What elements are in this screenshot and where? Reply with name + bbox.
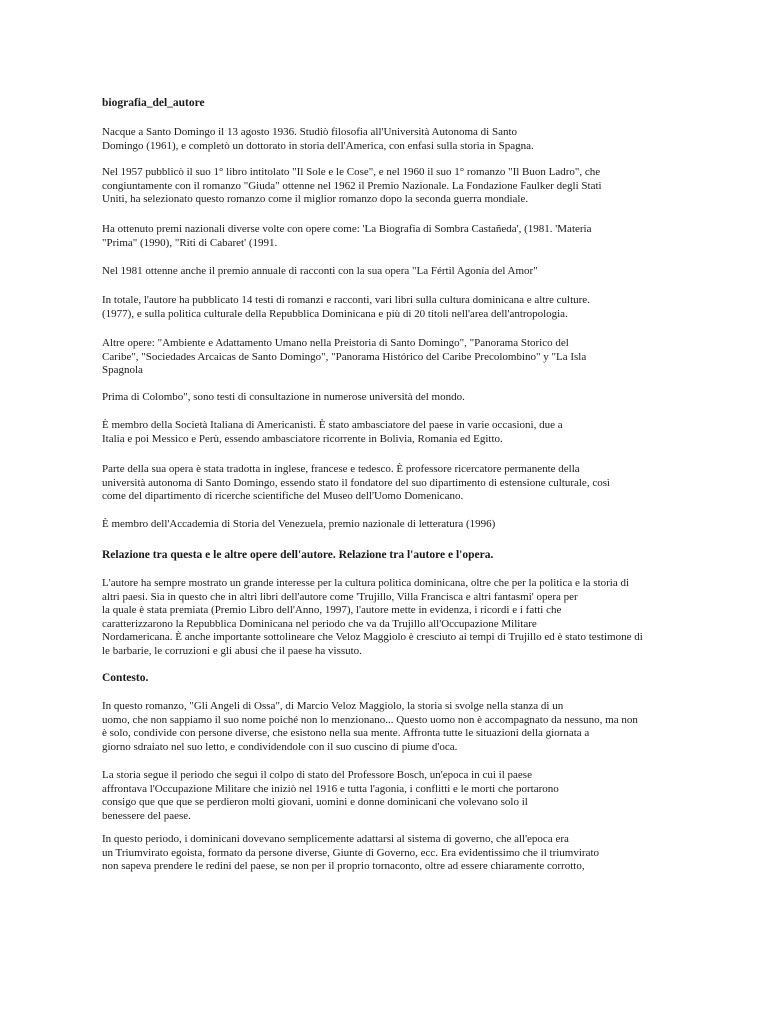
text-line: è solo, condivide con persone diverse, che esistono nella sua mente. Affronta tutte le situazioni della giornata a [102,727,590,740]
text-line: università autonoma di Santo Domingo, essendo stato il fondatore del suo dipartimento di estensione culturale, così [102,476,611,489]
paragraph [102,419,563,446]
text-line: Ha ottenuto premi nazionali diverse volte con opere come: 'La Biografia di Sombra Castañeda', (1981. 'Materia [102,223,592,235]
text-line: "Prima" (1990), "Riti di Cabaret' (1991. [102,236,278,249]
text-line: (1977), e sulla politica culturale della Repubblica Dominicana e più di 20 titoli nell'area dell'antropologia. [102,307,568,320]
heading-text: biografia_del_autore [102,97,205,109]
text-line: non sapeva prendere le redini del paese, se non per il proprio tornaconto, oltre ad essere chiaramente corrotto, [102,860,585,873]
paragraph [102,769,559,823]
text-line: Italia e poi Messico e Perù, essendo ambasciatore ricorrente in Bolivia, Romania ed Egitto. [102,432,503,445]
text-line: altri paesi. Sia in questo che in altri libri dell'autore come 'Trujillo, Villa Francisca e altri fantasmi' opera per [102,590,578,603]
text-line: giorno sdraiato nel suo letto, e condividendole con il suo cuscino di piume d'oca. [102,740,458,753]
text-line: un Triumvirato egoista, formato da persone diverse, Giunte di Governo, ecc. Era evidentissimo che il triumvirato [102,846,600,859]
text-line: consigo que que que se perdieron molti giovani, uomini e donne dominicani che volevano solo il [102,796,528,809]
text-line: È membro della Società Italiana di Americanisti. È stato ambasciatore del paese in varie occasioni, due a [102,419,563,431]
text-line: congiuntamente con il romanzo "Giuda" ottenne nel 1962 il Premio Nazionale. La Fondazione Faulker degli Stati [102,179,602,192]
section-heading [102,96,205,110]
paragraph [102,265,538,279]
text-line: Altre opere: "Ambiente e Adattamento Umano nella Preistoria di Santo Domingo", "Panorama Storico del [102,337,569,349]
text-line: In questo periodo, i dominicani dovevano semplicemente adattarsi al sistema di governo, che all'epoca era [102,833,569,845]
text-line: In questo romanzo, "Gli Angeli di Ossa", di Marcio Veloz Maggiolo, la storia si svolge nella stanza di un [102,700,564,712]
paragraph [102,337,586,378]
paragraph [102,463,610,504]
paragraph [102,700,638,754]
text-line: È membro dell'Accademia di Storia del Venezuela, premio nazionale di letteratura (1996) [102,518,496,530]
text-line: uomo, che non sappiamo il suo nome poiché non lo menzionano... Questo uomo non è accompagnato da nessuno, ma non [102,713,638,726]
text-line: affrontava l'Occupazione Militare che iniziò nel 1916 e tutta l'agonia, i conflitti e le morti che portarono [102,782,559,795]
paragraph [102,833,599,874]
text-line: In totale, l'autore ha pubblicato 14 testi di romanzi e racconti, vari libri sulla cultura dominicana e altre culture. [102,294,590,306]
text-line: Uniti, ha selezionato questo romanzo come il miglior romanzo dopo la seconda guerra mondiale. [102,193,529,206]
text-line: Domingo (1961), e completò un dottorato in storia dell'America, con enfasi sulla storia in Spagna. [102,139,534,152]
section-heading [102,671,148,685]
text-line: Spagnola [102,364,143,377]
paragraph [102,518,495,532]
paragraph [102,577,643,659]
text-line: Nel 1957 pubblicò il suo 1° libro intitolato "Il Sole e le Cose", e nel 1960 il suo 1° romanzo "Il Buon Ladro", che [102,166,601,178]
text-line: le barbarie, le corruzioni e gli abusi che il paese ha vissuto. [102,644,362,657]
paragraph [102,294,590,321]
text-line: Nel 1981 ottenne anche il premio annuale di racconti con la sua opera "La Fértil Agonía del Amor" [102,265,538,277]
paragraph [102,126,534,153]
section-heading [102,548,493,562]
text-line: come del dipartimento di ricerche scientifiche del Museo dell'Uomo Domenicano. [102,490,464,503]
text-line: L'autore ha sempre mostrato un grande interesse per la cultura politica dominicana, oltre che per la politica e la storia di [102,577,630,589]
text-line: Caribe", "Sociedades Arcaicas de Santo Domingo", "Panorama Histórico del Caribe Precolombino" y "La Isla [102,350,587,363]
text-line: Prima di Colombo", sono testi di consultazione in numerose università del mondo. [102,391,465,403]
paragraph [102,391,465,405]
text-line: caratterizzarono la Repubblica Dominicana nel periodo che va da Trujillo all'Occupazione Militare [102,617,537,630]
text-line: Nacque a Santo Domingo il 13 agosto 1936. Studiò filosofia all'Università Autonoma di Santo [102,126,518,138]
text-line: La storia segue il periodo che seguì il colpo di stato del Professore Bosch, un'epoca in cui il paese [102,769,532,781]
text-line: Nordamericana. È anche importante sottolineare che Veloz Maggiolo è cresciuto ai tempi di Trujillo ed è stato testimone di [102,631,643,644]
paragraph [102,223,591,250]
heading-text: Contesto. [102,672,149,684]
text-line: Parte della sua opera è stata tradotta in inglese, francese e tedesco. È professore ricercatore permanente della [102,463,580,475]
text-line: la quale è stata premiata (Premio Libro dell'Anno, 1997), l'autore mette in evidenza, i ricordi e i fatti che [102,604,562,617]
paragraph [102,166,602,207]
heading-text: Relazione tra questa e le altre opere dell'autore. Relazione tra l'autore e l'opera. [102,549,494,561]
text-line: benessere del paese. [102,809,191,822]
